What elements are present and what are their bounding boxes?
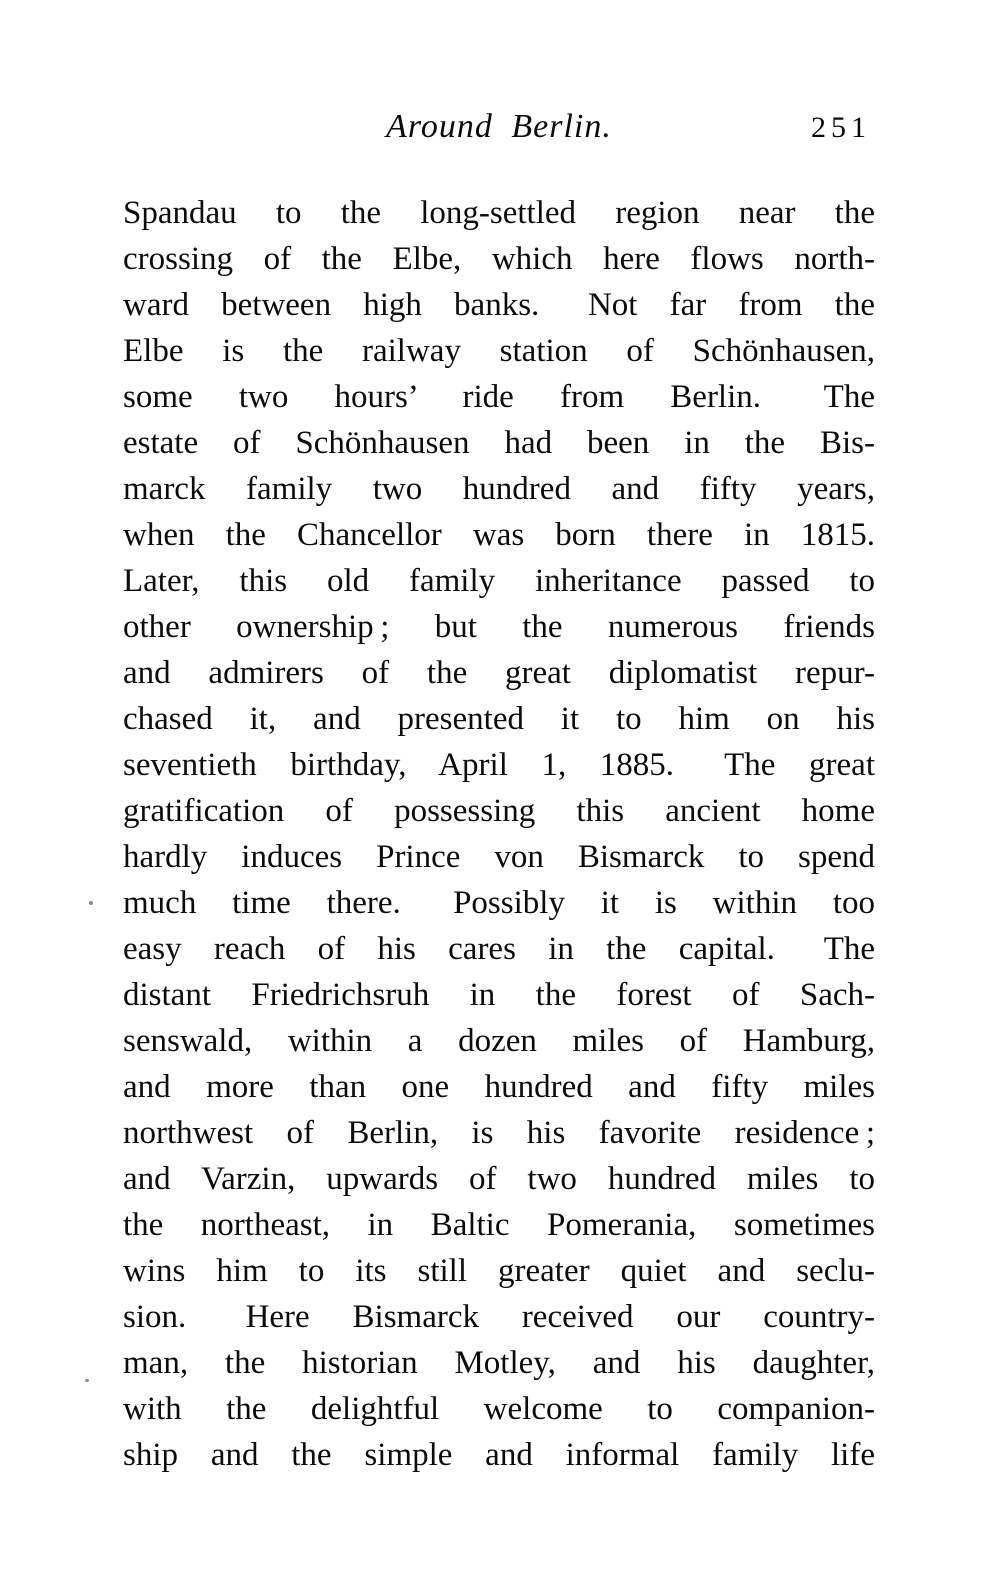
text-line: some two hours’ ride from Berlin. The — [123, 379, 875, 415]
text-line: distant Friedrichsruh in the forest of Sach- — [123, 977, 875, 1013]
page-title: Around Berlin. — [386, 108, 612, 145]
text-line: sion. Here Bismarck received our country- — [123, 1299, 875, 1335]
page-number: 251 — [811, 111, 871, 144]
paragraph — [123, 190, 875, 1478]
text-line: hardly induces Prince von Bismarck to spend — [123, 839, 875, 875]
text-line: wins him to its still greater quiet and seclu- — [123, 1253, 875, 1289]
text-line: much time there. Possibly it is within too — [123, 885, 875, 921]
text-line: northwest of Berlin, is his favorite residence ; — [123, 1115, 875, 1151]
text-line: Spandau to the long-settled region near the — [123, 195, 875, 231]
text-line: with the delightful welcome to companion- — [123, 1391, 875, 1427]
text-line: and more than one hundred and fifty miles — [123, 1069, 875, 1105]
text-line: seventieth birthday, April 1, 1885. The great — [123, 747, 875, 783]
text-line: senswald, within a dozen miles of Hamburg, — [123, 1023, 875, 1059]
text-line: ward between high banks. Not far from the — [123, 287, 875, 323]
text-line: and Varzin, upwards of two hundred miles to — [123, 1161, 875, 1197]
text-line: easy reach of his cares in the capital. The — [123, 931, 875, 967]
text-line: chased it, and presented it to him on his — [123, 701, 875, 737]
text-line: Later, this old family inheritance passed to — [123, 563, 875, 599]
scan-speck — [85, 1379, 89, 1382]
text-line: gratification of possessing this ancient home — [123, 793, 875, 829]
running-header — [123, 103, 875, 151]
text-line: man, the historian Motley, and his daughter, — [123, 1345, 875, 1381]
text-line: Elbe is the railway station of Schönhausen, — [123, 333, 875, 369]
text-line: when the Chancellor was born there in 1815. — [123, 517, 875, 553]
text-line: marck family two hundred and fifty years, — [123, 471, 875, 507]
text-line: crossing of the Elbe, which here flows north- — [123, 241, 875, 277]
text-line: ship and the simple and informal family life — [123, 1437, 875, 1473]
text-line: the northeast, in Baltic Pomerania, sometimes — [123, 1207, 875, 1243]
scan-speck — [89, 901, 93, 905]
text-line: other ownership ; but the numerous friends — [123, 609, 875, 645]
text-line: and admirers of the great diplomatist repur- — [123, 655, 875, 691]
text-line: estate of Schönhausen had been in the Bis- — [123, 425, 875, 461]
